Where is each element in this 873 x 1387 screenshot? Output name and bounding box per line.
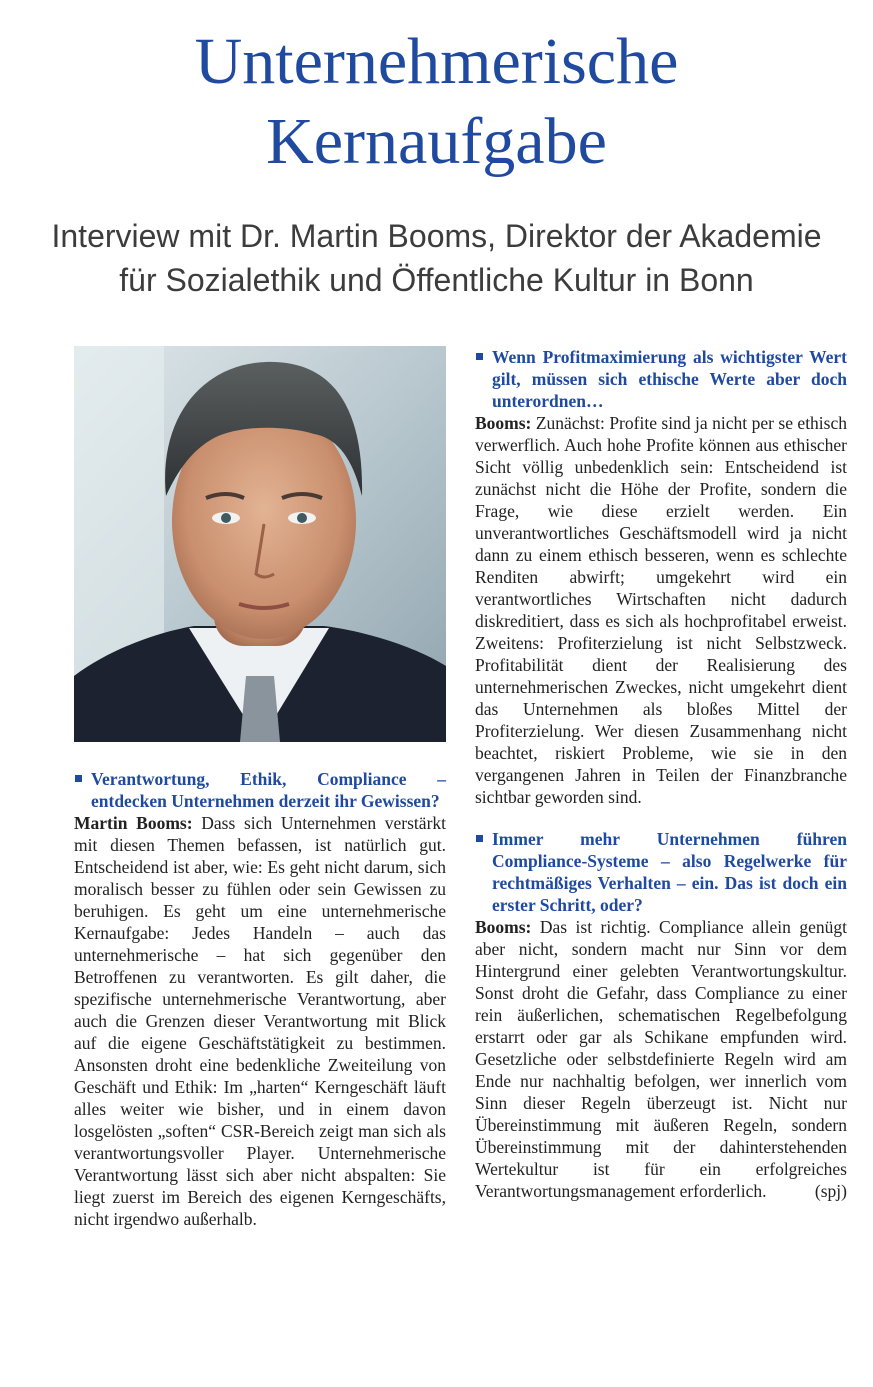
right-column bbox=[475, 346, 847, 1202]
answer-1 bbox=[74, 812, 446, 1230]
square-bullet-icon bbox=[476, 835, 483, 842]
title-line-2: Kernaufgabe bbox=[266, 105, 607, 178]
answer-3-speaker: Booms: bbox=[475, 917, 532, 937]
answer-2-speaker: Booms: bbox=[475, 413, 532, 433]
subtitle-line-2: für Sozialethik und Öffentliche Kultur in Bonn bbox=[119, 262, 754, 298]
article-title bbox=[0, 22, 873, 182]
answer-2 bbox=[475, 412, 847, 808]
question-1 bbox=[74, 768, 446, 812]
title-line-1: Unternehmerische bbox=[194, 25, 679, 98]
subtitle-line-1: Interview mit Dr. Martin Booms, Direktor der Akademie bbox=[51, 218, 822, 254]
question-2-text: Wenn Profitmaximierung als wichtigster Wert gilt, müssen sich ethische Werte aber doch unterordnen… bbox=[492, 347, 847, 411]
author-signature: (spj) bbox=[814, 1181, 847, 1201]
question-3 bbox=[475, 828, 847, 916]
question-2 bbox=[475, 346, 847, 412]
answer-3 bbox=[475, 916, 847, 1202]
portrait-photo bbox=[74, 346, 446, 742]
answer-1-speaker: Martin Booms: bbox=[74, 813, 193, 833]
answer-2-text: Zunächst: Profite sind ja nicht per se ethisch verwerflich. Auch hohe Profite können aus ethischer Sicht völlig unbedenklich sein: Entscheidend ist zunächst nicht die Höhe der Profite, sondern die Frage, wie diese erzielt werden. Ein unverantwortliches Geschäftsmodell wird ja nicht dann zu einem ethisch besseren, wenn es schlechte Renditen abwirft; umgekehrt wird ein verantwortliches Wirtschaften nicht dadurch diskreditiert, dass es sich als hochprofitabel erweist. Zweitens: Profiterzielung ist nicht Selbstzweck. Profitabilität dient der Realisierung des unternehmerischen Zweckes, nicht umgekehrt dient das Unternehmen als bloßes Mittel der Profiterzielung. Wer diesen Zusammenhang nicht beachtet, riskiert Probleme, wie sie in den vergangenen Jahren in Teilen der Finanzbranche sichtbar geworden sind. bbox=[475, 413, 847, 807]
square-bullet-icon bbox=[476, 353, 483, 360]
question-1-text: Verantwortung, Ethik, Compliance – entdecken Unternehmen derzeit ihr Gewissen? bbox=[91, 769, 446, 811]
answer-1-text: Dass sich Unternehmen verstärkt mit diesen Themen befassen, ist natürlich gut. Entscheidend ist aber, wie: Es geht nicht darum, sich moralisch besser zu fühlen oder sein Gewissen zu beruhigen. Es geht um eine unternehmerische Kernaufgabe: Jedes Handeln – auch das unternehmerische – hat sich gegenüber den Betroffenen zu verantworten. Es gilt daher, die spezifische unternehmerische Verantwortung, aber auch die Grenzen dieser Verantwortung mit Blick auf die eigene Geschäftstätigkeit zu bestimmen. Ansonsten droht eine bedenkliche Zweiteilung von Geschäft und Ethik: Im „harten“ Kerngeschäft läuft alles weiter wie bisher, und in einem davon losgelösten „soften“ CSR-Bereich zeigt man sich als verantwortungsvoller Player. Unternehmerische Verantwortung lässt sich aber nicht abspalten: Sie liegt zuerst im Bereich des eigenen Kerngeschäfts, nicht irgendwo außerhalb. bbox=[74, 813, 447, 1229]
article-subtitle bbox=[0, 214, 873, 302]
answer-3-text: Das ist richtig. Compliance allein genügt aber nicht, sondern macht nur Sinn vor dem Hintergrund einer gelebten Verantwortungskultur. Sonst droht die Gefahr, dass Compliance zu einer rein äußerlichen, schematischen Regelbefolgung erstarrt oder gar als Schikane empfunden wird. Gesetzliche oder selbstdefinierte Regeln wird am Ende nur nachhaltig befolgen, wer innerlich vom Sinn dieser Regeln überzeugt ist. Nicht nur Übereinstimmung mit äußeren Regeln, sondern Übereinstimmung mit der dahinterstehenden Wertekultur ist für ein erfolgreiches Verantwortungsmanagement erforderlich. bbox=[475, 917, 848, 1201]
left-column bbox=[74, 768, 446, 1230]
portrait-illustration bbox=[74, 346, 446, 742]
question-3-text: Immer mehr Unternehmen führen Compliance-Systeme – also Regelwerke für rechtmäßiges Verhalten – ein. Das ist doch ein erster Schritt, oder? bbox=[492, 829, 847, 915]
square-bullet-icon bbox=[75, 775, 82, 782]
